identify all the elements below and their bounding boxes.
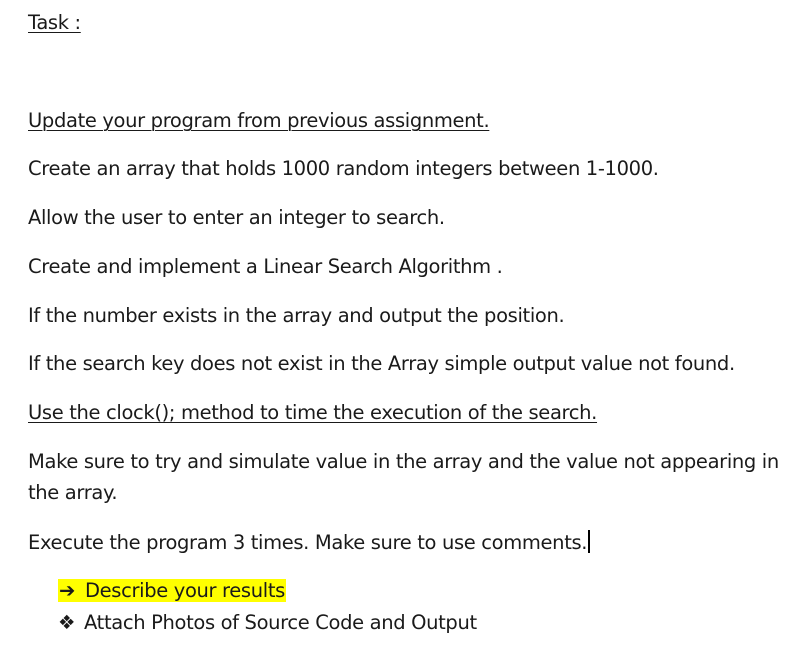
instruction-clock-method: Use the clock(); method to time the execution of the search. [28, 401, 598, 424]
instruction-create-array: Create an array that holds 1000 random integers between 1-1000. [28, 157, 659, 180]
text-cursor [588, 530, 590, 553]
bullet-attach-photos-text: Attach Photos of Source Code and Output [84, 611, 477, 634]
instruction-simulate-values: Make sure to try and simulate value in the array and the value not appearing in the array. [28, 450, 779, 504]
task-heading: Task : [28, 11, 81, 34]
instruction-update-program: Update your program from previous assignment. [28, 109, 490, 132]
instruction-execute-three-times: Execute the program 3 times. Make sure to use comments. [28, 531, 588, 554]
highlighted-bullet [58, 579, 286, 602]
arrow-bullet-icon: ➔ [59, 579, 75, 602]
bullet-describe-results [58, 577, 286, 605]
instruction-not-found: If the search key does not exist in the Array simple output value not found. [28, 352, 735, 375]
instruction-execute-paragraph[interactable] [28, 527, 590, 558]
diamond-bullet-icon: ❖ [58, 611, 76, 634]
bullet-describe-results-text: Describe your results [85, 579, 285, 602]
bullet-attach-photos [58, 609, 477, 637]
instruction-user-input: Allow the user to enter an integer to search. [28, 206, 445, 229]
instruction-linear-search: Create and implement a Linear Search Algorithm . [28, 255, 503, 278]
instruction-output-position: If the number exists in the array and output the position. [28, 304, 565, 327]
